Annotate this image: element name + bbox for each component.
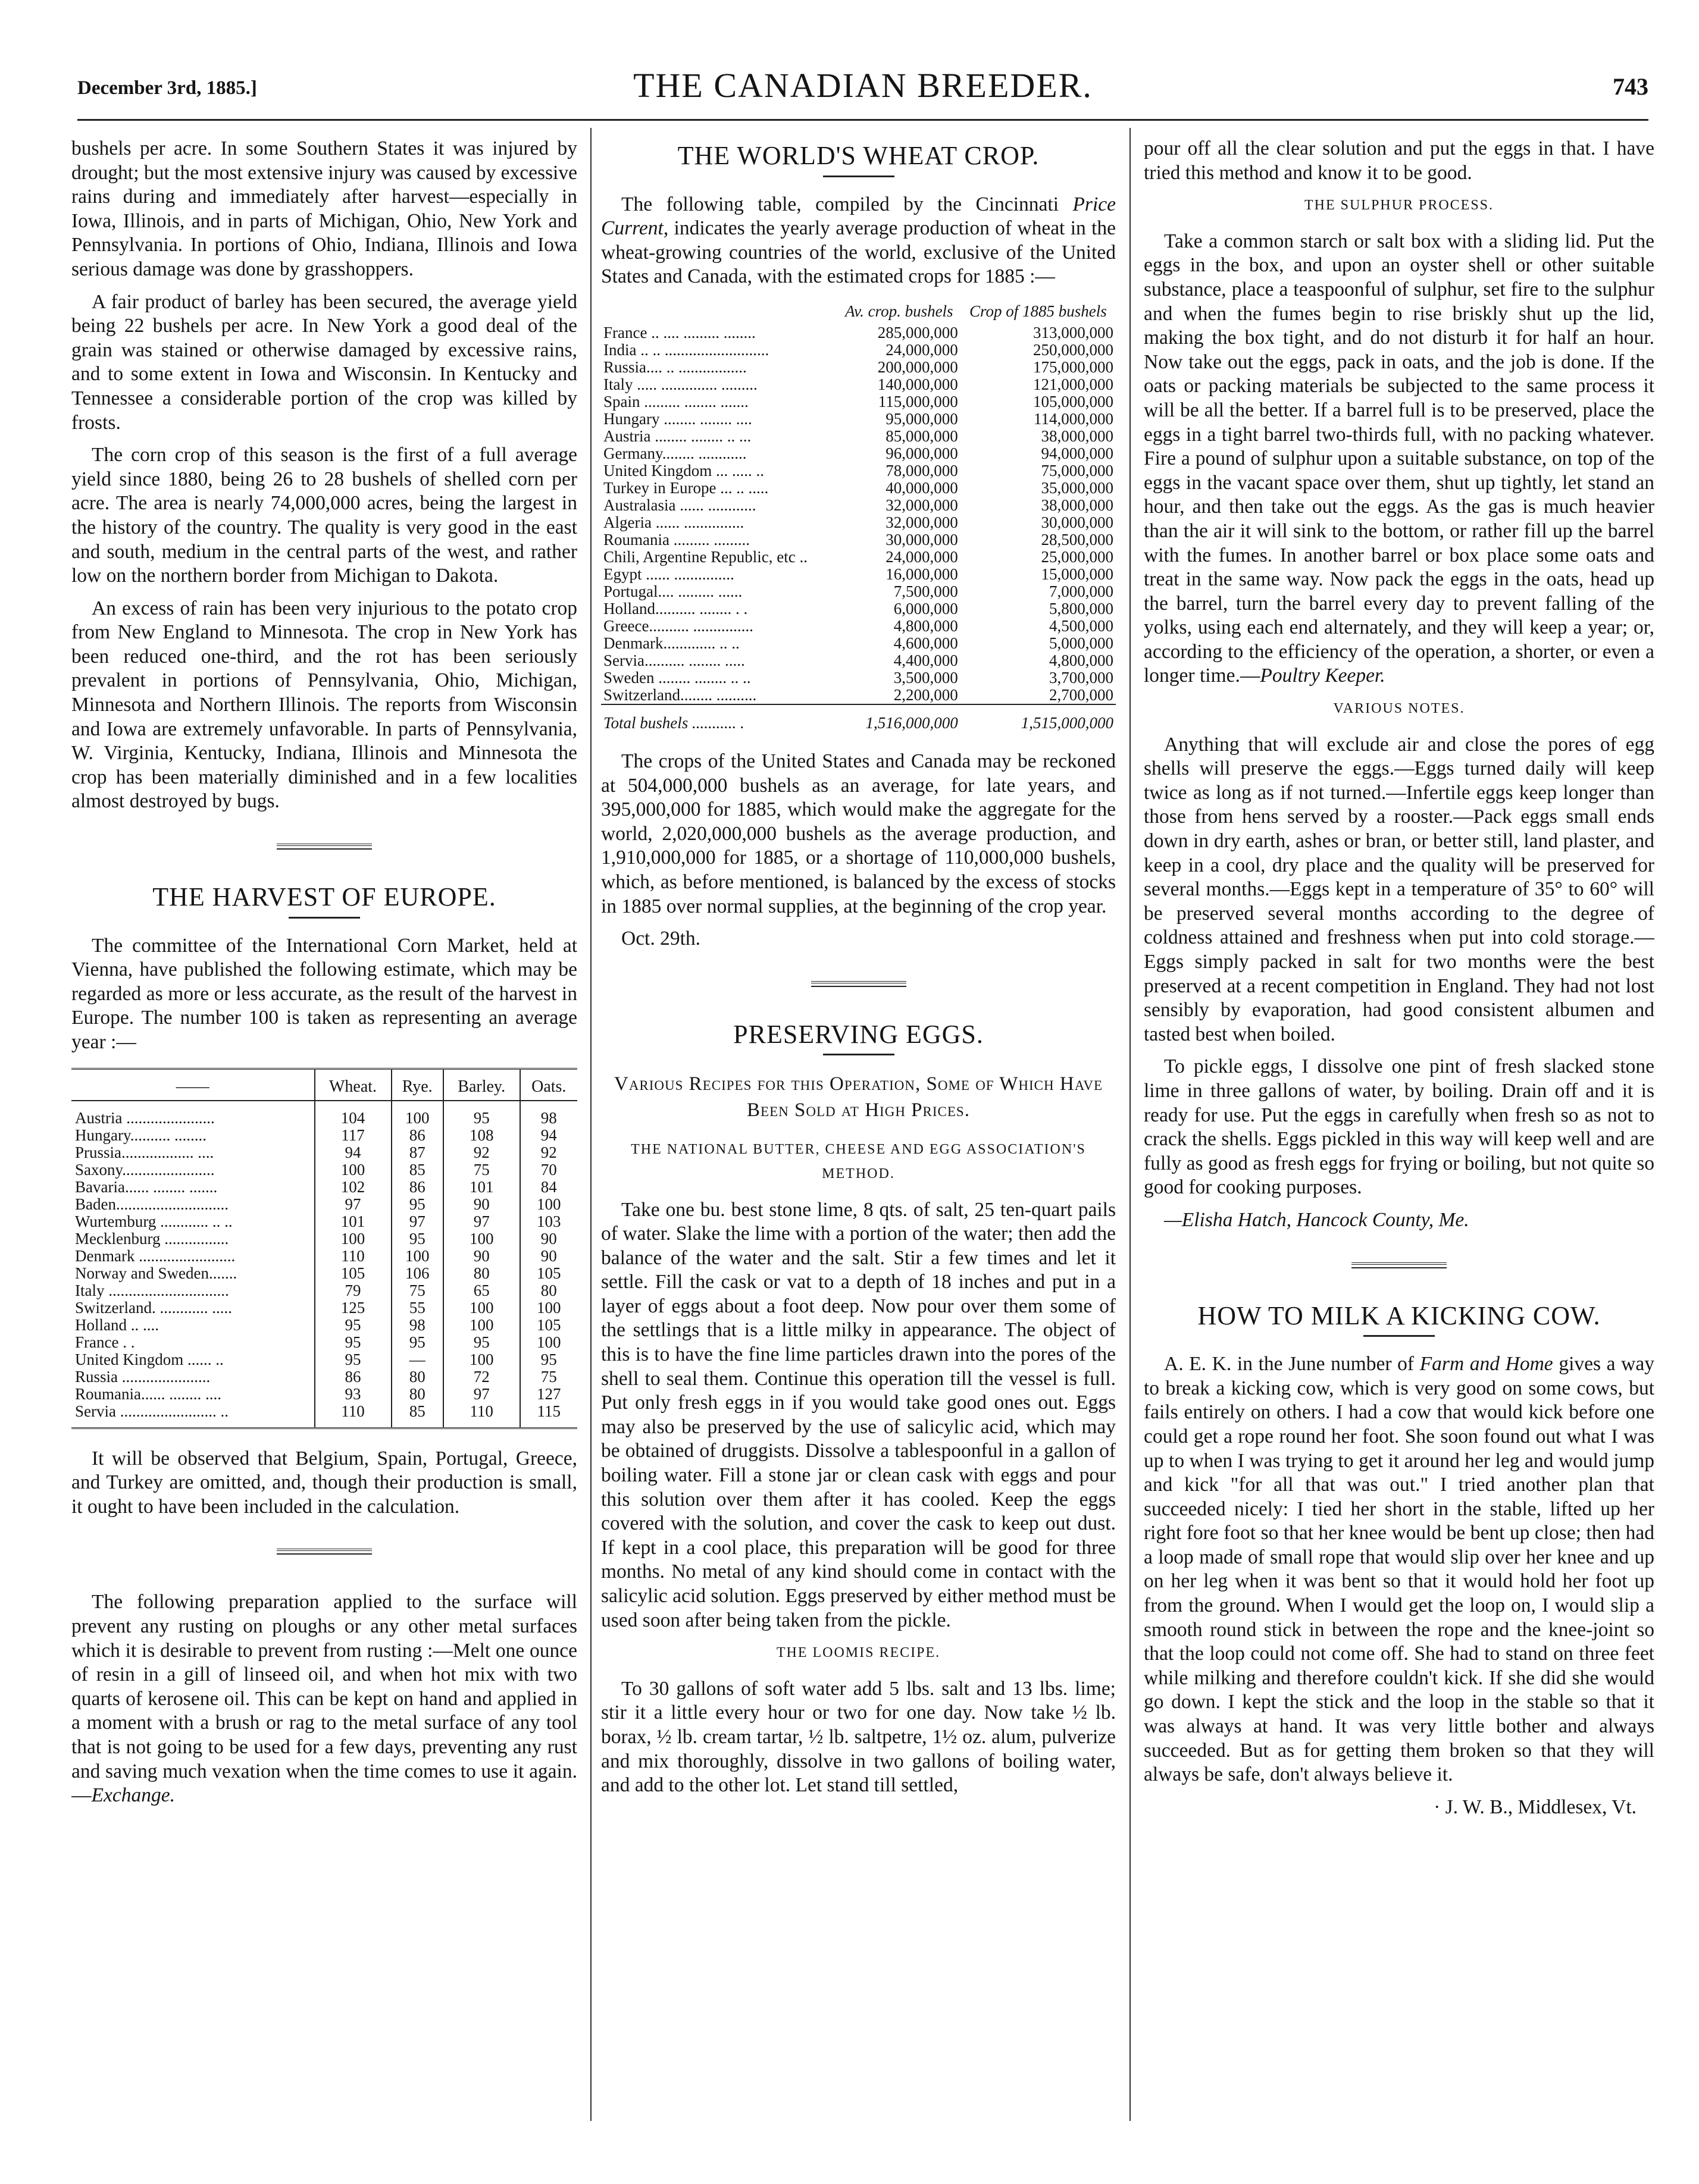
column-right — [1144, 137, 1654, 2142]
source-credit: Exchange. — [91, 1784, 175, 1807]
table-cell: 5,800,000 — [1049, 599, 1113, 618]
table-row — [71, 1317, 577, 1334]
table-row — [601, 514, 1116, 531]
paragraph-text: gives a way to break a kicking cow, which is very good on some cows, but fails entirely on others. I had a cow that would kick before one could get a rope round her foot. She soon found out what I was up to when I was trying to get it around her leg and would jump and kick "for all that was out." I tried another plan that succeeded nicely: I tied her short in the stable, lifted up her right fore foot so that her knee would be bent up close; then had a loop made of small rope that would slip over her knee and up on her leg when it was bent so that it would hold her foot up from the ground. When I would get the loop on, I would slip a smooth round stick in between the rope and the knee-joint so that the loop could not come off. She had to stand on three feet while milking and therefore couldn't kick. If she did she would go down. I kept the stick and the loop in the stable so that it was always at hand. It was very little bother and always succeeded. But as for getting them broken so that they will always be safe, don't always believe it. — [1144, 1353, 1654, 1786]
article-title: HOW TO MILK A KICKING COW. — [1197, 1301, 1601, 1330]
table-cell: Algeria ...... ............... — [603, 513, 744, 531]
table-cell: 95,000,000 — [886, 409, 958, 428]
table-cell: 100 — [443, 1230, 520, 1248]
table-cell: 90 — [520, 1230, 577, 1248]
header-rule — [77, 119, 1648, 121]
article-title: PRESERVING EGGS. — [733, 1019, 984, 1049]
table-row — [71, 1101, 577, 1127]
table-cell: 175,000,000 — [1033, 358, 1113, 376]
paragraph-text: A. E. K. in the June number of — [1164, 1353, 1420, 1375]
harvest-table — [71, 1068, 577, 1429]
paragraph: pour off all the clear solution and put the eggs in that. I have tried this method and know it to be good. — [1144, 137, 1654, 184]
publication-title: THE CANADIAN BREEDER. — [633, 66, 1093, 105]
section-heading: THE LOOMIS RECIPE. — [776, 1645, 941, 1661]
table-cell: 1,516,000,000 — [838, 704, 960, 732]
table-row — [71, 1248, 577, 1265]
table-row — [71, 1213, 577, 1230]
table-cell: 114,000,000 — [1034, 409, 1113, 428]
article-subtitle: Various Recipes for this Operation, Some of Which Have Been Sold at High Prices. — [614, 1073, 1103, 1121]
table-cell: 80 — [392, 1368, 443, 1386]
paragraph: Anything that will exclude air and close the pores of egg shells will preserve the eggs.—Eggs turned daily will keep twice as long as if not turned.—Infertile eggs keep longer than those from hens served by a rooster.—Pack eggs small ends down in dry earth, ashes or bran, or better still, land plaster, and keep in a cool, dry place and the quality will be preserved for several months.—Eggs kept in a temperature of 35° to 60° will be preserved several months according to the degree of coldness attained and freshness when put into cold storage.—Eggs simply packed in salt for two months were the best preserved at a recent competition in England. They had not lost sensibly by evaporation, had good consistent albumen and tasted best when boiled. — [1144, 733, 1654, 1045]
table-cell: 94 — [520, 1127, 577, 1144]
table-cell: 24,000,000 — [886, 340, 958, 359]
table-cell: 95 — [443, 1101, 520, 1127]
table-cell: Wurtemburg ............ .. .. — [75, 1212, 233, 1230]
table-cell: 87 — [392, 1144, 443, 1161]
table-cell: 92 — [443, 1144, 520, 1161]
table-cell: 104 — [315, 1101, 392, 1127]
section-separator — [277, 1549, 372, 1555]
table-cell: 95 — [520, 1351, 577, 1368]
table-cell: 100 — [443, 1317, 520, 1334]
table-cell: 2,700,000 — [1049, 685, 1113, 704]
table-cell: Switzerland. ............ ..... — [75, 1299, 232, 1317]
table-header: Crop of 1885 bushels — [969, 302, 1107, 320]
paragraph: bushels per acre. In some Southern States it was injured by drought; but the most extensive injury was caused by excessive rains during and immediately after harvest—especially in Iowa, Illinois, and in parts of Michigan, Ohio, New York and Pennsylvania. In portions of Ohio, Indiana, Illinois and Iowa serious damage was done by grasshoppers. — [71, 137, 577, 280]
table-cell: 86 — [315, 1368, 392, 1386]
table-cell: 101 — [443, 1179, 520, 1196]
section-heading: VARIOUS NOTES. — [1333, 701, 1465, 717]
table-cell: 32,000,000 — [886, 513, 958, 531]
table-cell: 100 — [392, 1248, 443, 1265]
table-cell: France . . — [75, 1333, 135, 1351]
table-cell: Holland .. .... — [75, 1316, 159, 1334]
table-cell: 24,000,000 — [886, 547, 958, 566]
table-cell: 95 — [392, 1230, 443, 1248]
table-cell: 117 — [315, 1127, 392, 1144]
paragraph-text: , indicates the yearly average production of wheat in the wheat-growing countries of the world, exclusive of the United States and Canada, with the estimated crops for 1885 :— — [601, 217, 1116, 288]
table-cell: 78,000,000 — [886, 461, 958, 480]
table-cell: 98 — [392, 1317, 443, 1334]
table-cell: India .. .. .......................... — [603, 341, 769, 359]
table-cell: Prussia.................. .... — [75, 1143, 214, 1161]
page-header — [77, 65, 1648, 105]
table-row — [71, 1230, 577, 1248]
table-row — [71, 1265, 577, 1282]
table-cell: 97 — [315, 1196, 392, 1213]
table-cell: Australasia ...... ............ — [603, 496, 756, 514]
table-cell: Sweden ........ ........ .. .. — [603, 669, 751, 687]
table-row — [601, 669, 1116, 687]
table-cell: 100 — [443, 1351, 520, 1368]
table-cell: 127 — [520, 1386, 577, 1403]
table-header: Wheat. — [315, 1069, 392, 1101]
table-row — [601, 687, 1116, 704]
table-row — [601, 618, 1116, 635]
table-header: Barley. — [443, 1069, 520, 1101]
dateline: Oct. 29th. — [621, 928, 701, 950]
table-cell: Roumania...... ........ .... — [75, 1385, 221, 1403]
table-cell: 110 — [315, 1403, 392, 1428]
table-cell: 75 — [392, 1282, 443, 1299]
table-cell: Hungary.......... ........ — [75, 1126, 206, 1144]
table-cell: United Kingdom ... ..... .. — [603, 462, 764, 480]
table-cell: 95 — [443, 1334, 520, 1351]
table-cell: 38,000,000 — [1041, 496, 1113, 514]
table-cell: 97 — [443, 1213, 520, 1230]
table-cell: 100 — [392, 1101, 443, 1127]
table-row — [601, 376, 1116, 393]
table-cell: 25,000,000 — [1041, 547, 1113, 566]
table-cell: 100 — [520, 1299, 577, 1317]
table-cell: 250,000,000 — [1033, 340, 1113, 359]
table-cell: Greece.......... ............... — [603, 617, 753, 635]
table-cell: 105,000,000 — [1033, 392, 1113, 411]
section-separator — [1351, 1262, 1447, 1268]
title-rule — [1363, 1335, 1435, 1337]
table-cell: 90 — [520, 1248, 577, 1265]
column-left — [71, 137, 577, 2142]
paragraph: A fair product of barley has been secured, the average yield being 22 bushels per acre. In New York a good deal of the grain was stained or otherwise damaged by excessive rains, and to some extent in Iowa and Wisconsin. In Kentucky and Tennessee a considerable portion of the crop was killed by frosts. — [71, 290, 577, 434]
table-row — [71, 1144, 577, 1161]
table-cell: 75 — [443, 1161, 520, 1179]
table-row — [601, 531, 1116, 549]
author-signature: · J. W. B., Middlesex, Vt. — [1434, 1796, 1637, 1818]
table-cell: 115,000,000 — [878, 392, 958, 411]
table-cell: 85 — [392, 1161, 443, 1179]
table-row — [71, 1403, 577, 1428]
table-cell: 92 — [520, 1144, 577, 1161]
paragraph-text: The following table, compiled by the Cincinnati — [621, 193, 1073, 215]
table-cell: 15,000,000 — [1041, 565, 1113, 583]
table-row — [71, 1368, 577, 1386]
title-rule — [823, 1054, 894, 1055]
table-cell: 106 — [392, 1265, 443, 1282]
table-row — [601, 393, 1116, 411]
table-cell: 100 — [315, 1161, 392, 1179]
table-cell: 108 — [443, 1127, 520, 1144]
table-cell: Bavaria...... ........ ....... — [75, 1178, 218, 1196]
table-cell: 3,500,000 — [893, 668, 958, 687]
table-row — [601, 652, 1116, 669]
paragraph: To pickle eggs, I dissolve one pint of fresh slacked stone lime in three gallons of water, by boiling. Drain off and it is ready for use. Put the eggs in carefully when fresh so as not to crack the shells. Eggs pickled in this way will keep well and are fully as good as fresh eggs for frying or boiling, but not quite so good for cooking purposes. — [1144, 1055, 1654, 1199]
table-cell: 5,000,000 — [1049, 634, 1113, 652]
table-cell: Baden............................ — [75, 1195, 229, 1213]
table-cell: Turkey in Europe ... .. ..... — [603, 479, 769, 497]
table-row — [601, 497, 1116, 514]
column-divider — [590, 128, 592, 2121]
table-cell: 100 — [520, 1334, 577, 1351]
table-row — [601, 428, 1116, 445]
table-cell: Austria ........ ........ .. ... — [603, 427, 752, 445]
table-row — [601, 583, 1116, 600]
table-row — [601, 480, 1116, 497]
table-cell: 32,000,000 — [886, 496, 958, 514]
paragraph: The crops of the United States and Canada may be reckoned at 504,000,000 bushels as an average, for late years, and 395,000,000 for 1885, which would make the aggregate for the world, 2,020,000,000 bushels as the average production, and 1,910,000,000 for 1885, or a shortage of 110,000,000 bushels, which, as before mentioned, is balanced by the excess of stocks in 1885 over normal supplies, at the beginning of the crop year. — [601, 750, 1116, 917]
table-header: Rye. — [392, 1069, 443, 1101]
table-cell: 30,000,000 — [1041, 513, 1113, 531]
table-cell: Austria ...................... — [75, 1108, 215, 1127]
table-cell: 2,200,000 — [893, 685, 958, 704]
table-cell: 200,000,000 — [877, 358, 958, 376]
paragraph-text: The following preparation applied to the surface will prevent any rusting on ploughs or any other metal surfaces which it is desirable to prevent from rusting :—Melt one ounce of resin in a gill of linseed oil, and when hot mix with two quarts of kerosene oil. This can be kept on hand and applied in a moment with a brush or rag to the metal surface of any tool that is not going to be used for a few days, preventing any rust and saving much vexation when the time comes to use it again.— — [71, 1591, 577, 1807]
table-cell: 95 — [315, 1351, 392, 1368]
table-header-row — [71, 1069, 577, 1101]
table-cell: Saxony....................... — [75, 1161, 215, 1179]
table-cell: 121,000,000 — [1033, 375, 1113, 393]
article-title: THE HARVEST OF EUROPE. — [152, 882, 496, 912]
paragraph — [601, 193, 1116, 289]
table-cell: Norway and Sweden....... — [75, 1264, 237, 1282]
column-divider — [1129, 128, 1131, 2121]
page-number: 743 — [1613, 73, 1648, 100]
source-credit-text: —Elisha Hatch, Hancock County, Me. — [1164, 1208, 1469, 1231]
source-credit: Poultry Keeper. — [1260, 665, 1385, 687]
table-cell: 103 — [520, 1213, 577, 1230]
table-row — [601, 445, 1116, 462]
table-cell: 85 — [392, 1403, 443, 1428]
table-cell: 3,700,000 — [1049, 668, 1113, 687]
table-cell: 95 — [392, 1196, 443, 1213]
table-cell: 102 — [315, 1179, 392, 1196]
table-header: —— — [71, 1069, 315, 1101]
table-row — [601, 341, 1116, 359]
table-cell: 4,400,000 — [893, 651, 958, 669]
table-row — [71, 1386, 577, 1403]
table-row — [71, 1161, 577, 1179]
table-cell: Mecklenburg ................ — [75, 1230, 229, 1248]
table-cell: 75,000,000 — [1041, 461, 1113, 480]
table-cell: 86 — [392, 1179, 443, 1196]
paragraph: An excess of rain has been very injurious to the potato crop from New England to Minnesota. The crop in New York has been reduced one-third, and the rot has been seriously prevalent in portions of Pennsylvania, Ohio, Michigan, Minnesota and Northern Illinois. The reports from Wisconsin and Iowa are extremely unfavorable. In parts of Pennsylvania, W. Virginia, Kentucky, Indiana, Illinois and Minnesota the crop has been materially diminished and in a few localities almost destroyed by bugs. — [71, 597, 577, 813]
table-cell: 285,000,000 — [877, 323, 958, 341]
table-cell: 313,000,000 — [1033, 323, 1113, 341]
table-cell: 16,000,000 — [886, 565, 958, 583]
table-cell: 140,000,000 — [877, 375, 958, 393]
source-credit: Price Current — [601, 193, 1116, 240]
table-cell: France .. .... ......... ........ — [603, 324, 756, 341]
table-cell: 70 — [520, 1161, 577, 1179]
source-credit: Farm and Home — [1419, 1353, 1553, 1375]
table-cell: 38,000,000 — [1041, 427, 1113, 445]
table-cell: 4,500,000 — [1049, 616, 1113, 635]
table-cell: Portugal.... ......... ...... — [603, 582, 743, 600]
table-row — [601, 635, 1116, 652]
section-separator — [277, 844, 372, 850]
paragraph: It will be observed that Belgium, Spain, Portugal, Greece, and Turkey are omitted, and, though their production is small, it ought to have been included in the calculation. — [71, 1447, 577, 1518]
table-cell: 95 — [315, 1317, 392, 1334]
table-cell: 100 — [520, 1196, 577, 1213]
table-cell: 65 — [443, 1282, 520, 1299]
table-header: Oats. — [520, 1069, 577, 1101]
wheat-table — [601, 302, 1116, 732]
title-rule — [823, 176, 894, 177]
table-cell: Switzerland........ .......... — [603, 686, 757, 704]
table-cell: 7,000,000 — [1049, 582, 1113, 600]
table-cell: United Kingdom ...... .. — [75, 1350, 224, 1368]
table-cell: 30,000,000 — [886, 530, 958, 549]
table-cell: — — [392, 1351, 443, 1368]
table-cell: 6,000,000 — [893, 599, 958, 618]
table-row — [71, 1334, 577, 1351]
table-cell: Chili, Argentine Republic, etc .. — [603, 548, 808, 566]
table-cell: 28,500,000 — [1041, 530, 1113, 549]
table-cell: 95 — [315, 1334, 392, 1351]
table-cell: 90 — [443, 1196, 520, 1213]
table-cell: 40,000,000 — [886, 478, 958, 497]
table-cell: Denmark............. .. .. — [603, 634, 740, 652]
issue-date: December 3rd, 1885.] — [77, 77, 257, 99]
table-cell: 79 — [315, 1282, 392, 1299]
column-middle — [601, 137, 1116, 2142]
table-cell: 100 — [443, 1299, 520, 1317]
table-row — [601, 324, 1116, 341]
table-cell: 35,000,000 — [1041, 478, 1113, 497]
paragraph — [1144, 230, 1654, 688]
table-cell: 94,000,000 — [1041, 444, 1113, 462]
table-row — [601, 549, 1116, 566]
table-cell: Holland.......... ........ . . — [603, 600, 748, 618]
table-header-row — [601, 302, 1116, 324]
paragraph: Take one bu. best stone lime, 8 qts. of salt, 25 ten-quart pails of water. Slake the lime with a portion of the water; then add the balance of the water and the salt. Stir a few times and let it settle. Fill the cask or vat to a depth of 18 inches and put in a layer of eggs about a foot deep. Now pour over them some of the settlings that is a little milky in appearance. The object of this is to have the fine lime particles drawn into the pores of the shell to seal them. Continue this operation till the vessel is full. Put only fresh eggs in if you would take good ones out. Eggs may also be preserved by the use of salicylic acid, which may be obtained of druggists. Dissolve a tablespoonful in a gallon of boiling water. Fill a stone jar or clean cask with eggs and pour this solution over them after it has cooled. Keep the eggs covered with the solution, and cover the cask to keep out dust. If kept in a cool place, this preparation will be good for three months. No metal of any kind should come in contact with the salicylic acid solution. Eggs preserved by either method must be used soon after being taken from the pickle. — [601, 1198, 1116, 1631]
paragraph — [1144, 1352, 1654, 1787]
table-header — [601, 302, 838, 324]
table-cell: 86 — [392, 1127, 443, 1144]
table-cell: Roumania ......... ......... — [603, 531, 750, 549]
table-cell: 80 — [392, 1386, 443, 1403]
table-cell: 105 — [520, 1265, 577, 1282]
table-cell: Total bushels ........... . — [601, 704, 838, 732]
table-cell: 1,515,000,000 — [960, 704, 1116, 732]
table-cell: 101 — [315, 1213, 392, 1230]
table-cell: 105 — [520, 1317, 577, 1334]
source-credit — [1144, 1208, 1654, 1233]
table-cell: 84 — [520, 1179, 577, 1196]
section-heading: THE SULPHUR PROCESS. — [1304, 198, 1494, 214]
table-cell: 98 — [520, 1101, 577, 1127]
table-cell: Hungary ........ ........ .... — [603, 410, 752, 428]
table-cell: Egypt ...... ............... — [603, 565, 734, 583]
table-cell: Denmark ........................ — [75, 1247, 236, 1265]
table-cell: 7,500,000 — [893, 582, 958, 600]
table-cell: 4,800,000 — [893, 616, 958, 635]
table-row — [601, 566, 1116, 583]
paragraph: To 30 gallons of soft water add 5 lbs. salt and 13 lbs. lime; stir it a little every hour or two for one day. Now take ½ lb. borax, ½ lb. cream tartar, ½ lb. saltpetre, 1½ oz. alum, pulverize and mix thoroughly, dissolve in two gallons of boiling water, and add to the other lot. Let stand till settled, — [601, 1677, 1116, 1797]
table-cell: 115 — [520, 1403, 577, 1428]
table-row — [71, 1127, 577, 1144]
table-cell: Germany........ ............ — [603, 444, 747, 462]
table-cell: Servia ........................ .. — [75, 1402, 229, 1420]
paragraph-text: Take a common starch or salt box with a sliding lid. Put the eggs in the box, and upon an oyster shell or other suitable substance, place a teaspoonful of sulphur, set fire to the sulphur and when the fumes begin to rise briskly shut up the lid, making the box tight, and do not disturb it for half an hour. Now take out the eggs, pack in oats, and the job is done. If the oats or packing materials be subjected to the same process it will be all the better. If a barrel full is to be preserved, place the eggs in a tight barrel two-thirds full, with no packing whatever. Fire a pound of sulphur upon a suitable substance, on top of the eggs in the vacant space over them, shut up tightly, let stand an hour, and then take out the eggs. As the gas is much heavier than the air it will sink to the bottom, or rather fill up the barrel with the fumes. In another barrel or box place some oats and treat in the same way. Now pack the eggs in the oats, head up the barrel, turn the barrel every day to prevent falling of the yolks, using each end alternately, and they will keep a year; or, according to the efficiency of the operation, a shorter, or even a longer time.— — [1144, 230, 1654, 687]
table-cell: 94 — [315, 1144, 392, 1161]
table-cell: 125 — [315, 1299, 392, 1317]
table-cell: Russia ...................... — [75, 1368, 211, 1386]
table-row — [71, 1196, 577, 1213]
table-cell: Spain ......... ........ ....... — [603, 393, 749, 411]
table-cell: 72 — [443, 1368, 520, 1386]
table-cell: 4,800,000 — [1049, 651, 1113, 669]
table-cell: 80 — [443, 1265, 520, 1282]
table-cell: 75 — [520, 1368, 577, 1386]
table-cell: 93 — [315, 1386, 392, 1403]
table-cell: 55 — [392, 1299, 443, 1317]
table-cell: 85,000,000 — [886, 427, 958, 445]
paragraph: The committee of the International Corn Market, held at Vienna, have published the following estimate, which may be regarded as more or less accurate, as the result of the harvest in Europe. The number 100 is taken as representing an average year :— — [71, 934, 577, 1053]
table-cell: 90 — [443, 1248, 520, 1265]
table-cell: Servia.......... ........ ..... — [603, 651, 745, 669]
section-heading: THE NATIONAL BUTTER, CHEESE AND EGG ASSOCIATION'S METHOD. — [631, 1142, 1086, 1182]
paragraph: The corn crop of this season is the first of a full average yield since 1880, being 26 to 28 bushels of shelled corn per acre. The area is nearly 74,000,000 acres, being the largest in the history of the country. The quality is very good in the east and south, medium in the central parts of the west, and rather low on the northern border from Michigan to Dakota. — [71, 444, 577, 587]
table-header: Av. crop. bushels — [845, 302, 953, 320]
table-cell: 110 — [443, 1403, 520, 1428]
table-cell: 96,000,000 — [886, 444, 958, 462]
table-cell: 110 — [315, 1248, 392, 1265]
table-row — [601, 600, 1116, 618]
table-cell: 97 — [392, 1213, 443, 1230]
table-row — [71, 1179, 577, 1196]
table-cell: Italy .............................. — [75, 1281, 229, 1299]
section-separator — [811, 981, 906, 987]
table-row — [601, 359, 1116, 376]
table-row — [71, 1299, 577, 1317]
table-cell: 95 — [392, 1334, 443, 1351]
table-cell: 4,600,000 — [893, 634, 958, 652]
paragraph — [71, 1590, 577, 1807]
table-row — [71, 1351, 577, 1368]
table-row — [71, 1282, 577, 1299]
title-rule — [289, 917, 360, 919]
table-cell: 97 — [443, 1386, 520, 1403]
table-cell: Russia.... .. ................. — [603, 358, 747, 376]
table-cell: 100 — [315, 1230, 392, 1248]
table-cell: Italy ..... .............. ......... — [603, 375, 758, 393]
table-row — [601, 411, 1116, 428]
table-total-row — [601, 704, 1116, 732]
table-cell: 80 — [520, 1282, 577, 1299]
article-title: THE WORLD'S WHEAT CROP. — [677, 141, 1040, 170]
table-row — [601, 462, 1116, 480]
table-cell: 105 — [315, 1265, 392, 1282]
